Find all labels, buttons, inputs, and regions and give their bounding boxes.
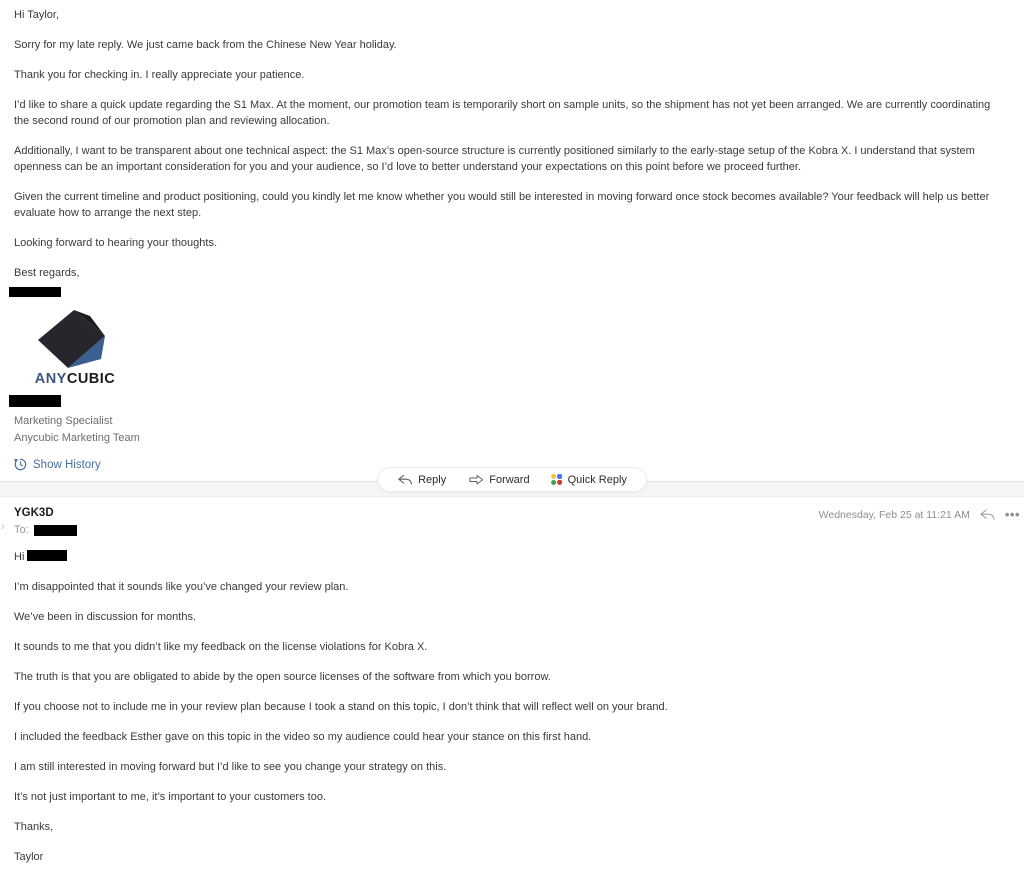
show-history-label: Show History — [33, 458, 101, 471]
email2-header-right — [819, 509, 1020, 521]
email2-header — [0, 497, 1024, 536]
forward-button[interactable] — [457, 474, 540, 486]
anycubic-cube-icon — [24, 309, 116, 387]
email2-paragraph: The truth is that you are obligated to abide by the open source licenses of the software from which you borrow. — [14, 671, 551, 683]
email2-paragraph: I am still interested in moving forward but I’d like to see you change your strategy on this. — [14, 761, 447, 773]
email2-paragraph: If you choose not to include me in your review plan because I took a stand on this topic, I don’t think that will reflect well on your brand. — [14, 701, 668, 713]
message-action-bar — [377, 467, 647, 492]
reply-label: Reply — [418, 473, 447, 486]
show-history-link[interactable] — [14, 458, 101, 471]
email1-paragraph: Thank you for checking in. I really appreciate your patience. — [14, 69, 305, 81]
quick-reply-label: Quick Reply — [567, 473, 627, 486]
logo-word-cubic: CUBIC — [66, 371, 116, 387]
quick-reply-emoji-icon — [552, 474, 563, 485]
email1-paragraph: Additionally, I want to be transparent about one technical aspect: the S1 Max’s open-source structure is currently positioned similarly to the early-stage setup of the Kobra X. I understand that system openness can be an important consideration for you and your audience, so I’d love to better understand your expectations on this point before we proceed further. — [14, 145, 975, 173]
sender-name: YGK3D — [14, 507, 54, 519]
reply-arrow-icon — [979, 509, 996, 521]
signature-team: Anycubic Marketing Team — [14, 431, 140, 444]
email1-paragraph: I’d like to share a quick update regarding the S1 Max. At the moment, our promotion team is temporarily short on sample units, so the shipment has not yet been arranged. We are currently coordinating the second round of our promotion plan and reviewing allocation. — [14, 99, 991, 127]
email2-body — [0, 536, 1024, 865]
email2-greeting: Hi — [14, 549, 1008, 565]
email2-closing: Thanks, — [14, 821, 54, 833]
redacted-recipient-bar — [34, 525, 77, 536]
recipient-line — [14, 524, 77, 536]
email1-paragraph: Hi Taylor, — [14, 9, 60, 21]
forward-arrow-icon — [468, 474, 484, 486]
redacted-signature-name-bar — [9, 395, 61, 407]
email2-paragraph: I included the feedback Esther gave on this topic in the video so my audience could hear your stance on this first hand. — [14, 731, 592, 743]
logo-word-any: ANY — [34, 371, 67, 387]
message-date: Wednesday, Feb 25 at 11:21 AM — [818, 509, 970, 521]
email2-paragraph: We’ve been in discussion for months. — [14, 611, 196, 623]
to-label: To: — [14, 524, 29, 536]
email2-paragraph: It sounds to me that you didn’t like my feedback on the license violations for Kobra X. — [14, 641, 428, 653]
email2-paragraph: I’m disappointed that it sounds like you’ve changed your review plan. — [14, 581, 349, 593]
signature-job-title: Marketing Specialist — [14, 415, 113, 427]
message-separator — [0, 473, 1024, 497]
redacted-greeting-name-bar — [27, 550, 67, 561]
email1-paragraph: Given the current timeline and product positioning, could you kindly let me know whether you would still be interested in moving forward once stock becomes available? Your feedback will help us better evaluate how to arrange the next step. — [14, 191, 990, 219]
email1-paragraph: Looking forward to hearing your thoughts. — [14, 237, 218, 249]
header-reply-button[interactable] — [979, 509, 996, 521]
quick-reply-button[interactable] — [541, 474, 638, 486]
email2-paragraph: It’s not just important to me, it’s important to your customers too. — [14, 791, 327, 803]
history-icon — [14, 458, 27, 471]
forward-label: Forward — [489, 473, 530, 486]
email1-paragraph: Sorry for my late reply. We just came back from the Chinese New Year holiday. — [14, 39, 397, 51]
reply-button[interactable] — [386, 474, 457, 486]
reply-arrow-icon — [397, 474, 413, 486]
email1-paragraph: Best regards, — [14, 267, 80, 279]
more-options-icon[interactable]: ••• — [1004, 507, 1020, 522]
disclosure-chevron-icon[interactable]: › — [1, 519, 5, 533]
email-message-2 — [0, 497, 1024, 865]
redacted-sender-name-bar — [9, 287, 61, 297]
email2-from-block — [14, 507, 77, 536]
anycubic-logo — [24, 309, 116, 387]
email2-signoff: Taylor — [14, 851, 44, 863]
svg-text:ANYCUBIC — [35, 371, 116, 387]
